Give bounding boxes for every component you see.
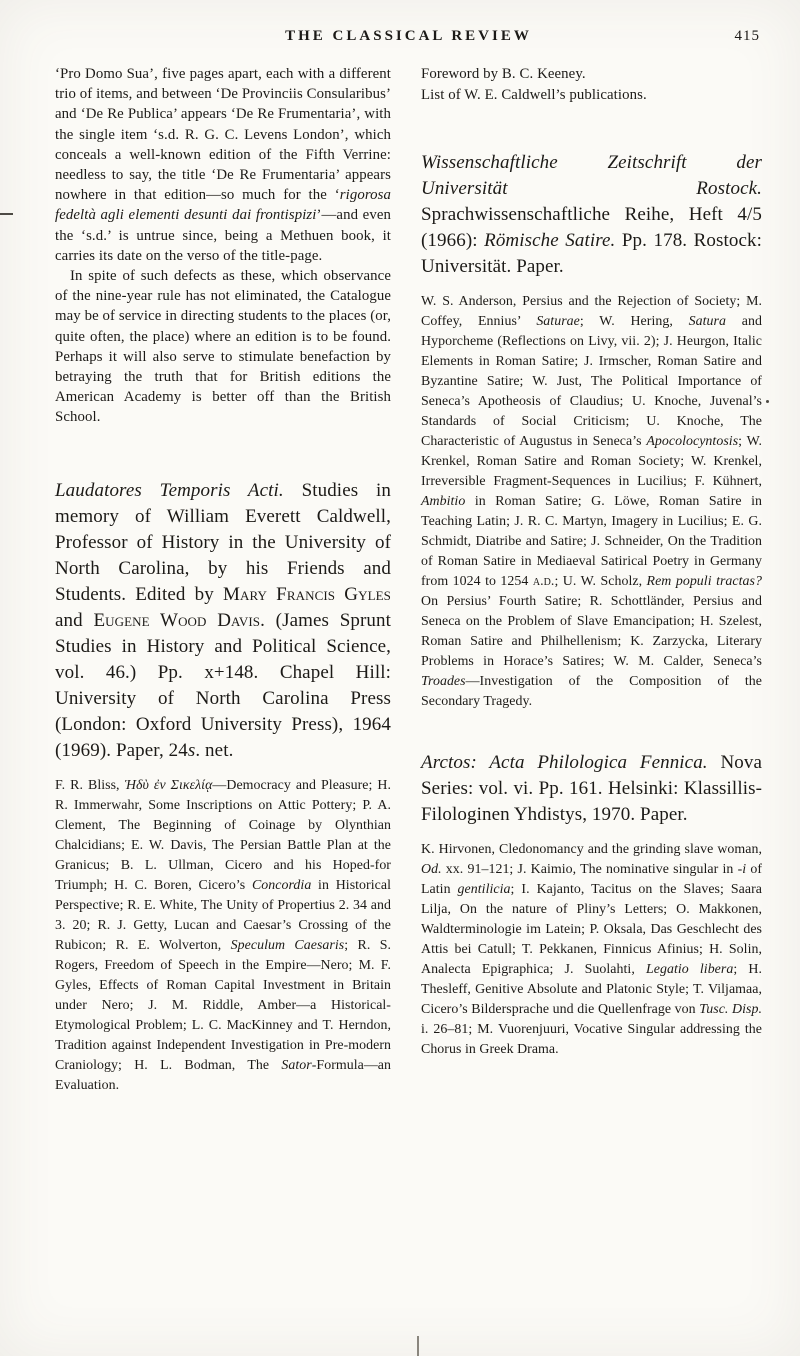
text-columns — [55, 64, 762, 1096]
journal-title: THE CLASSICAL REVIEW — [285, 28, 532, 44]
scan-artifact-bottom-line — [417, 1336, 419, 1356]
page-number: 415 — [734, 28, 760, 44]
review-heading-caldwell: Laudatores Temporis Acti. Studies in memory of William Everett Caldwell, Professor of History in the University of North Carolina, by his Friends and Students. Edited by Mary Francis Gyles and Eugene Wood Davis. (James Sprunt Studies in History and Political Science, vol. 46.) Pp. x+148. Chapel Hill: University of North Carolina Press (London: Oxford University Press), 1964 (1969). Paper, 24s. net. — [55, 479, 391, 761]
foreword-line: Foreword by B. C. Keeney. — [421, 66, 586, 82]
running-head — [55, 28, 762, 50]
publications-list-line: List of W. E. Caldwell’s publications. — [421, 87, 647, 103]
paragraph-catalogue-conclusion: In spite of such defects as these, which observance of the nine-year rule has not eliminated, the Catalogue may be of service in directing students to the places (or, quite often, the place) where an edition is to be found. Perhaps it will also serve to stimulate benefaction by betraying the truth that for British editions the American Academy is better off than the British School. — [55, 268, 391, 426]
paragraph-catalogue-critique: ‘Pro Domo Sua’, five pages apart, each with a different trio of items, and between ‘De Provinciis Consularibus’ and ‘De Re Publica’ appears ‘De Re Frumentaria’, with the single item ‘s.d. R. G. C. Levens London’, which conceals a well-known edition of the Fifth Verrine: needless to say, the title ‘De Re Frumentaria’ appears nowhere in that edition—so much for the ‘rigorosa fedeltà agli elementi desunti dai frontispizi’—and even the ‘s.d.’ is untrue since, being a Methuen book, it carries its date on the verso of the title-page. — [55, 66, 391, 264]
review-contents-rostock: W. S. Anderson, Persius and the Rejection of Society; M. Coffey, Ennius’ Saturae; W. Hering, Satura and Hyporcheme (Reflections on Livy, vii. 2); J. Heurgon, Italic Elements in Roman Satire; J. Irmscher, Roman Satire and Byzantine Satire; W. Just, The Political Importance of Seneca’s Apotheosis of Claudius; U. Knoche, Juvenal’s Standards of Social Criticism; U. Knoche, The Characteristic of Augustus in Seneca’s Apocolocyntosis; W. Krenkel, Roman Satire and Roman Society; W. Krenkel, Irreversible Fragment-Sequences in Lucilius; F. Kühnert, Ambitio in Roman Satire; G. Löwe, Roman Satire in Teaching Latin; J. R. C. Martyn, Imagery in Lucilius; E. G. Schmidt, Diatribe and Satire; J. Schneider, On the Tradition of Roman Satire in Mediaeval Satirical Poetry in Germany from 1024 to 1254 a.d.; U. W. Scholz, Rem populi tractas? On Persius’ Fourth Satire; R. Schottländer, Persius and Seneca on the Problem of Slave Emancipation; H. Szelest, Roman Satire and Philhellenism; K. Zarzycka, Literary Problems in Horace’s Satires; W. M. Calder, Seneca’s Troades—Investigation of the Composition of the Secondary Tragedy. — [421, 294, 763, 709]
right-column — [421, 64, 762, 1096]
review-contents-arctos: K. Hirvonen, Cledonomancy and the grinding slave woman, Od. xx. 91–121; J. Kaimio, The nominative singular in -i of Latin gentilicia; I. Kajanto, Tacitus on the Slaves; Saara Lilja, On the nature of Pliny’s Letters; O. Makkonen, Waldterminologie im Latein; P. Oksala, Das Geschlecht des Attis bei Catull; T. Pekkanen, Finnicus Afinius; H. Solin, Analecta Epigraphica; J. Suolahti, Legatio libera; H. Thesleff, Genitive Absolute and Platonic Style; T. Viljamaa, Cicero’s Bildersprache und die Quellenfrage von Tusc. Disp. i. 26–81; M. Vuorenjuuri, Vocative Singular addressing the Chorus in Greek Drama. — [421, 842, 762, 1057]
left-column — [55, 64, 391, 1096]
review-heading-rostock: Wissenschaftliche Zeitschrift der Universität Rostock. Sprachwissenschaftliche Reihe, Heft 4/5 (1966): Römische Satire. Pp. 178. Rostock: Universität. Paper. — [421, 152, 762, 277]
review-contents-caldwell: F. R. Bliss, Ἡδὺ ἐν Σικελίᾳ—Democracy and Pleasure; H. R. Immerwahr, Some Inscriptions on Attic Pottery; P. A. Clement, The Beginning of Coinage by Olynthian Chalcidians; E. W. Davis, The Persian Battle Plan at the Granicus; B. L. Ullman, Cicero and his Hoped-for Triumph; H. C. Boren, Cicero’s Concordia in Historical Perspective; R. E. White, The Unity of Propertius 2. 34 and 3. 20; R. J. Getty, Lucan and Caesar’s Crossing of the Rubicon; R. E. Wolverton, Speculum Caesaris; R. S. Rogers, Freedom of Speech in the Empire—Nero; M. F. Gyles, Effects of Roman Capital Investment in Britain under Nero; J. M. Riddle, Amber—a Historical-Etymological Problem; L. C. MacKinney and T. Herndon, Tradition against Independent Investigation in Pre-modern Craniology; H. L. Bodman, The Sator-Formula—an Evaluation. — [55, 777, 391, 1093]
scan-artifact-left-dash — [0, 213, 13, 215]
scan-artifact-right-dot — [766, 400, 769, 403]
review-heading-arctos: Arctos: Acta Philologica Fennica. Nova Series: vol. vi. Pp. 161. Helsinki: Klassillis-Filologinen Yhdistys, 1970. Paper. — [421, 752, 762, 825]
